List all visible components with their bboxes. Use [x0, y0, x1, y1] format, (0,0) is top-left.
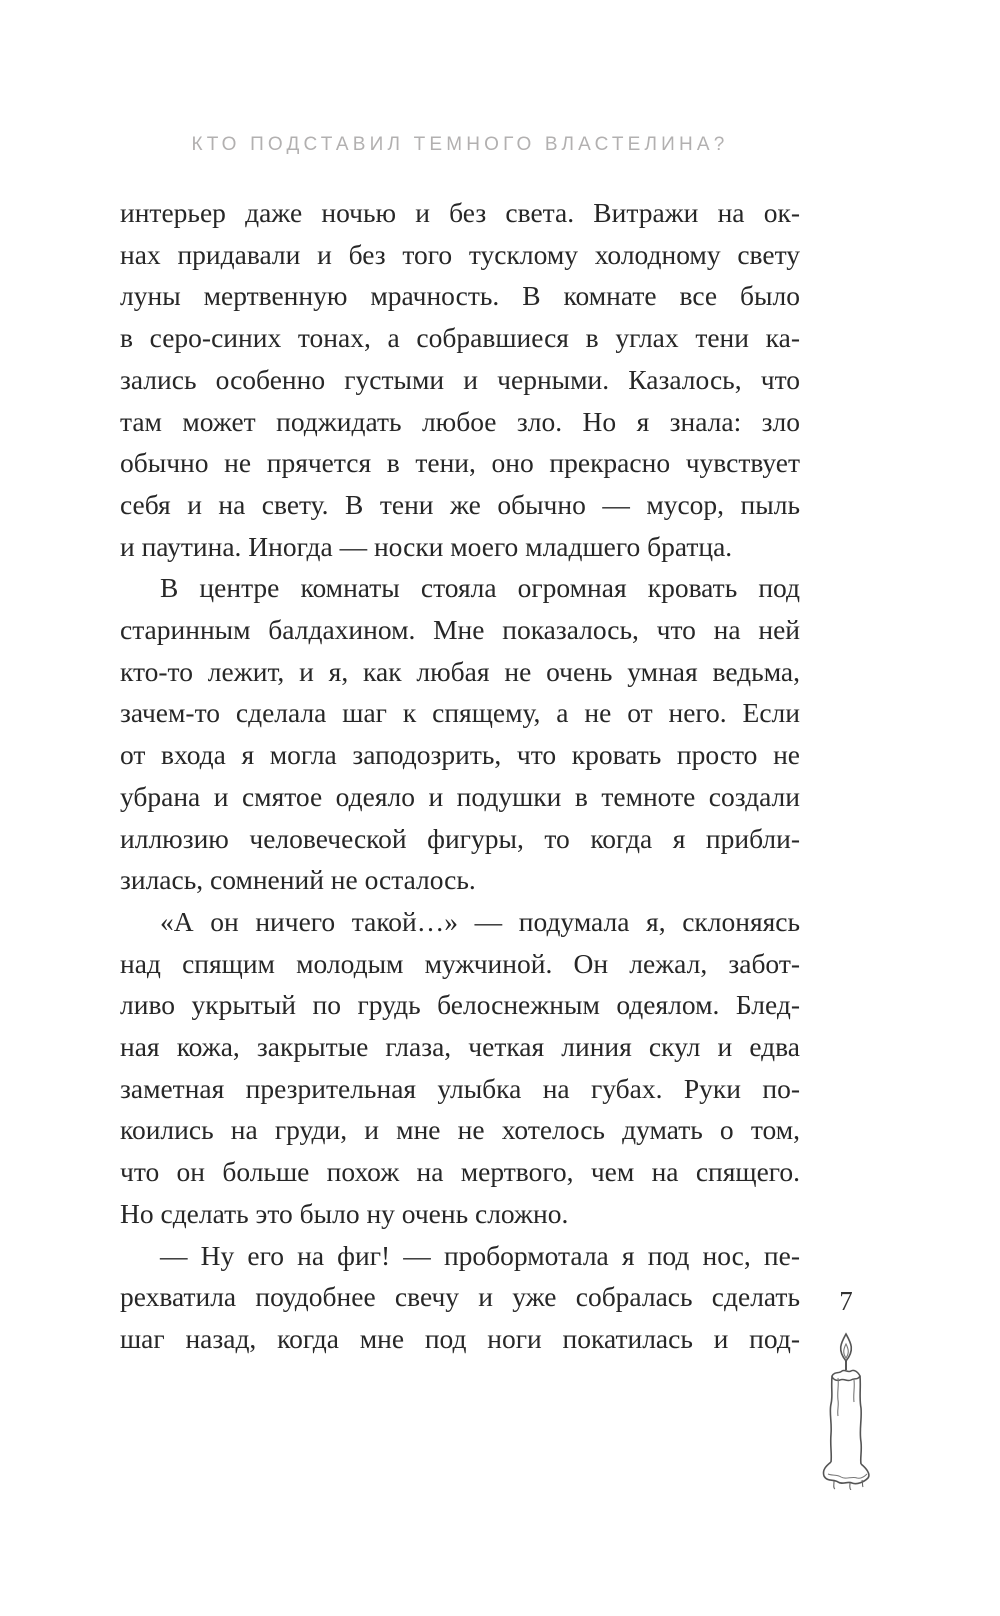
text-line: от входа я могла заподозрить, что кровать просто не	[120, 739, 800, 771]
text-line: себя и на свету. В тени же обычно — мусор, пыль	[120, 488, 800, 520]
running-head: КТО ПОДСТАВИЛ ТЕМНОГО ВЛАСТЕЛИНА?	[191, 134, 729, 155]
text-line: над спящим молодым мужчиной. Он лежал, забот-	[120, 947, 800, 979]
text-line: рехватила поудобнее свечу и уже собралась сделать	[120, 1281, 800, 1313]
text-line: коились на груди, и мне не хотелось думать о том,	[120, 1114, 800, 1146]
text-line: ливо укрытый по грудь белоснежным одеялом. Блед-	[120, 989, 800, 1021]
page-number: 7	[839, 1286, 853, 1316]
candle-icon	[814, 1330, 878, 1490]
text-line: зилась, сомнений не осталось.	[120, 864, 476, 896]
text-line: и паутина. Иногда — носки моего младшего братца.	[120, 530, 733, 562]
text-line: В центре комнаты стояла огромная кровать под	[160, 572, 800, 604]
text-line: шаг назад, когда мне под ноги покатилась и под-	[120, 1322, 800, 1354]
text-line: луны мертвенную мрачность. В комнате все было	[120, 280, 800, 312]
text-line: Но сделать это было ну очень сложно.	[120, 1197, 569, 1229]
text-line: нах придавали и без того тусклому холодному свету	[120, 238, 800, 270]
text-line: заметная презрительная улыбка на губах. Руки по-	[120, 1072, 800, 1104]
text-line: зачем-то сделала шаг к спящему, а не от него. Если	[120, 697, 800, 729]
text-line: обычно не прячется в тени, оно прекрасно чувствует	[120, 447, 800, 479]
text-line: иллюзию человеческой фигуры, то когда я прибли-	[120, 822, 800, 854]
body-text	[120, 192, 800, 1360]
text-line: там может поджидать любое зло. Но я знала: зло	[120, 405, 800, 437]
text-line: интерьер даже ночью и без света. Витражи на ок-	[120, 197, 800, 228]
text-line: ная кожа, закрытые глаза, четкая линия скул и едва	[120, 1031, 800, 1063]
text-line: в серо-синих тонах, а собравшиеся в углах тени ка-	[120, 322, 800, 354]
text-line: кто-то лежит, и я, как любая не очень умная ведьма,	[120, 655, 800, 687]
text-line: старинным балдахином. Мне показалось, что на ней	[120, 614, 800, 646]
text-line: зались особенно густыми и черными. Казалось, что	[120, 363, 800, 395]
text-line: убрана и смятое одеяло и подушки в темноте создали	[120, 780, 800, 812]
text-line: что он больше похож на мертвого, чем на спящего.	[120, 1156, 800, 1188]
text-line: «А он ничего такой…» — подумала я, склоняясь	[160, 905, 800, 937]
text-line: — Ну его на фиг! — пробормотала я под нос, пе-	[160, 1239, 800, 1271]
